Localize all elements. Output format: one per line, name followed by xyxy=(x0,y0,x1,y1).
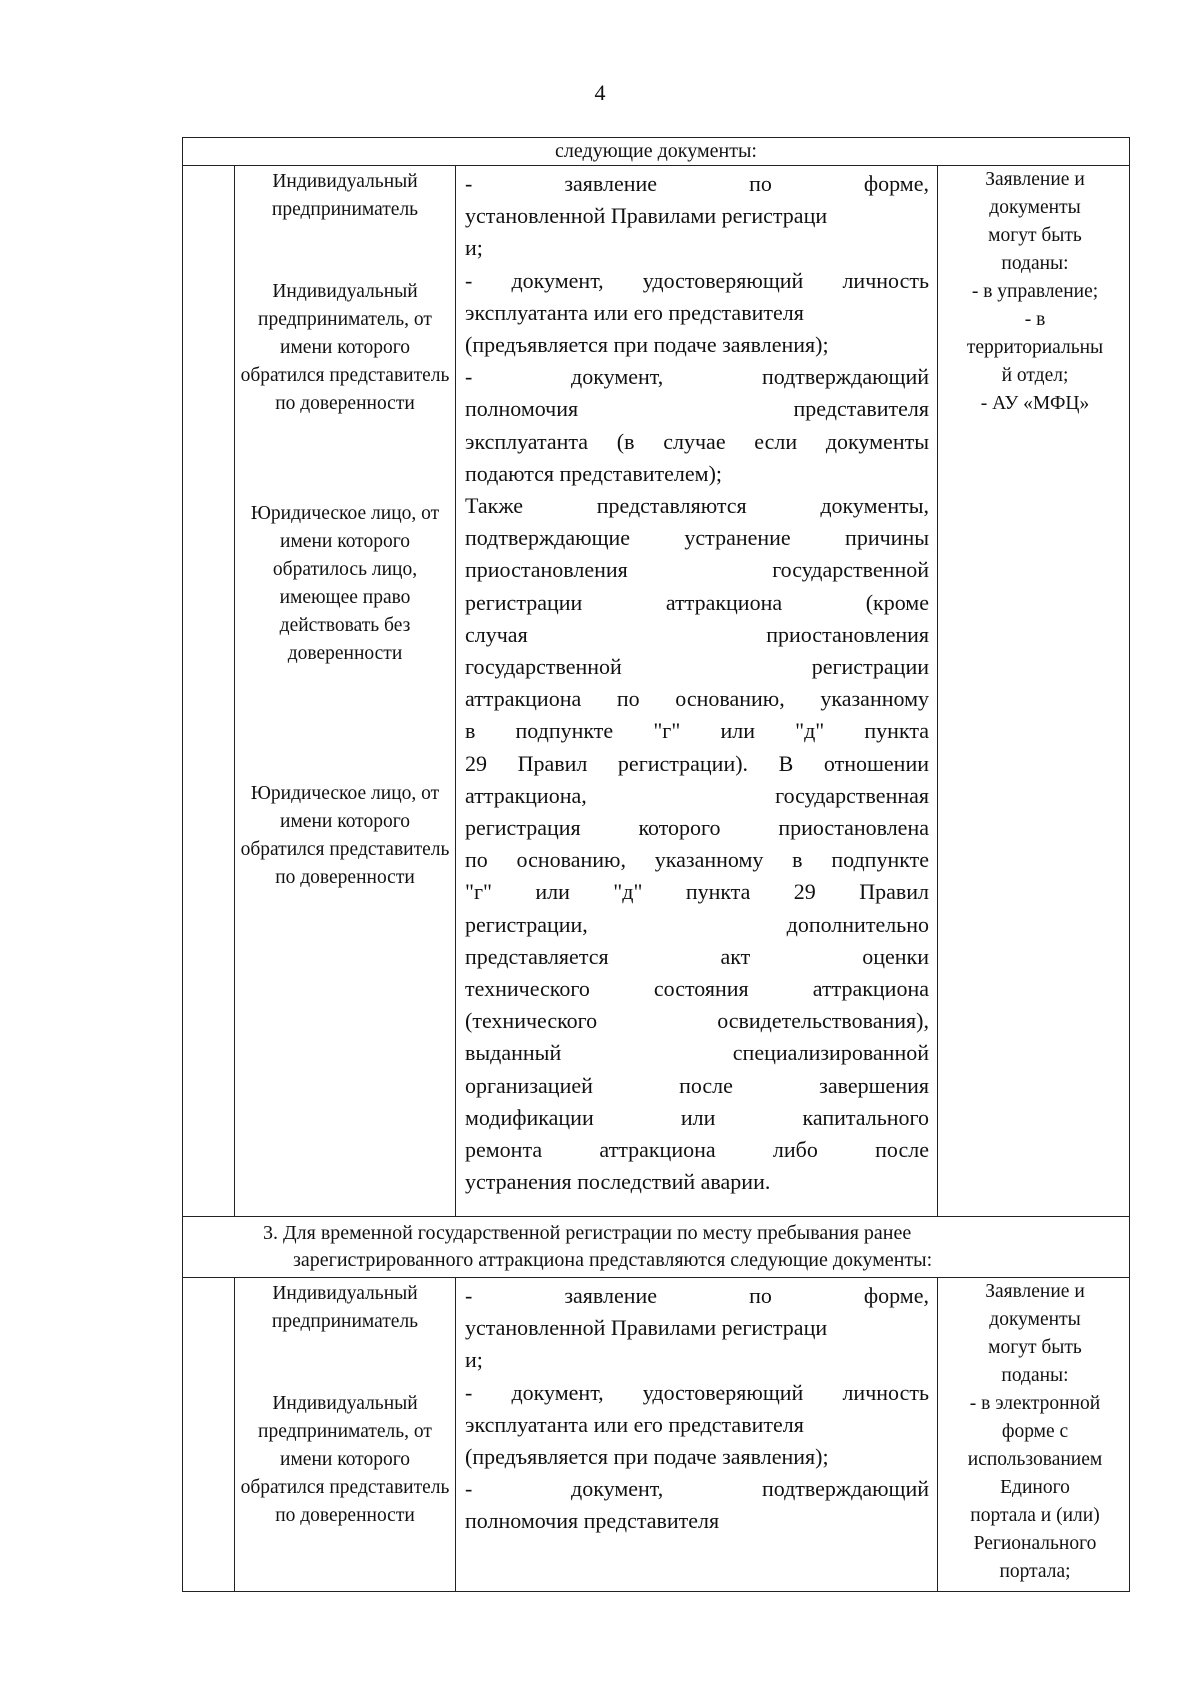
document-text-line: - документ, подтверждающий xyxy=(465,1476,929,1502)
table-header-row xyxy=(183,138,1129,166)
applicant-type: Индивидуальный предприниматель, от имени которого обратился представитель по доверенности xyxy=(240,1393,450,1526)
document-text-line: случая приостановления xyxy=(465,621,929,647)
document-text-line: - документ, подтверждающий xyxy=(465,364,929,390)
submission-place-line: Заявление и xyxy=(985,1281,1085,1302)
document-text-line: эксплуатанта (в случае если документы xyxy=(465,428,929,454)
column-divider xyxy=(455,1278,456,1591)
submission-place-line: портала и (или) xyxy=(970,1505,1100,1526)
page-number: 4 xyxy=(594,80,606,105)
documents-column xyxy=(465,168,929,1199)
submission-place-line: поданы: xyxy=(1001,1365,1069,1386)
document-text-line: "г" или "д" пункта 29 Правил xyxy=(465,879,929,905)
submission-place-column xyxy=(941,1278,1129,1586)
column-divider xyxy=(937,166,938,1216)
submission-place-line: - в xyxy=(1024,309,1046,330)
document-text-line: подтверждающие устранение причины xyxy=(465,525,929,551)
applicant-type: Индивидуальный предприниматель xyxy=(271,1283,419,1332)
document-text-line: приостановления государственной xyxy=(465,557,929,583)
submission-place-line: портала; xyxy=(999,1561,1071,1582)
document-text-line: и; xyxy=(465,235,483,261)
document-text-line: установленной Правилами регистраци xyxy=(465,1315,828,1341)
submission-place-line: могут быть xyxy=(988,225,1082,246)
submission-place-line: поданы: xyxy=(1001,253,1069,274)
submission-place-column xyxy=(941,166,1129,418)
table-row xyxy=(183,166,1129,1216)
submission-place-line: Заявление и xyxy=(985,169,1085,190)
document-text-line: эксплуатанта или его представителя xyxy=(465,1411,804,1437)
document-text-line: полномочия представителя xyxy=(465,396,929,422)
document-text-line: организацией после завершения xyxy=(465,1072,929,1098)
document-text-line: (предъявляется при подаче заявления); xyxy=(465,332,829,358)
submission-place-line: могут быть xyxy=(988,1337,1082,1358)
column-divider xyxy=(937,1278,938,1591)
document-text-line: - заявление по форме, xyxy=(465,1283,929,1308)
submission-place-line: использованием xyxy=(967,1449,1103,1470)
submission-place-line: й отдел; xyxy=(1001,365,1069,386)
submission-place-line: территориальны xyxy=(966,337,1104,358)
document-text-line: регистрации, дополнительно xyxy=(465,911,929,937)
document-text-line: по основанию, указанному в подпункте xyxy=(465,847,929,873)
submission-place-line: - АУ «МФЦ» xyxy=(980,393,1090,414)
table-row xyxy=(183,1278,1129,1591)
document-text-line: эксплуатанта или его представителя xyxy=(465,299,804,325)
document-text-line: государственной регистрации xyxy=(465,654,929,680)
document-text-line: (технического освидетельствования), xyxy=(465,1008,929,1034)
document-text-line: аттракциона, государственная xyxy=(465,782,929,808)
document-text-line: модификации или капитального xyxy=(465,1104,929,1130)
applicant-type: Юридическое лицо, от имени которого обратилось лицо, имеющее право действовать без доверенности xyxy=(250,503,440,664)
document-text-line: регистрации аттракциона (кроме xyxy=(465,589,929,615)
applicant-type: Юридическое лицо, от имени которого обратился представитель по доверенности xyxy=(240,783,450,888)
document-text-line: технического состояния аттракциона xyxy=(465,976,929,1002)
requirements-table xyxy=(182,137,1130,1592)
document-text-line: регистрация которого приостановлена xyxy=(465,815,929,841)
section-3-heading xyxy=(183,1216,1129,1278)
column-divider xyxy=(455,166,456,1216)
document-text-line: представляется акт оценки xyxy=(465,943,929,969)
document-text-line: - документ, удостоверяющий личность xyxy=(465,267,929,293)
applicant-type: Индивидуальный предприниматель, от имени которого обратился представитель по доверенности xyxy=(240,281,450,414)
document-text-line: - документ, удостоверяющий личность xyxy=(465,1379,929,1405)
documents-column xyxy=(465,1280,929,1538)
submission-place-line: - в управление; xyxy=(971,281,1099,302)
submission-place-line: Единого xyxy=(1000,1477,1070,1498)
submission-place-line: форме с xyxy=(1001,1421,1069,1442)
document-text-line: и; xyxy=(465,1347,483,1373)
document-text-line: - заявление по форме, xyxy=(465,171,929,196)
table-header-text: следующие документы: xyxy=(555,140,757,162)
document-text-line: Также представляются документы, xyxy=(465,493,929,519)
document-text-line: подаются представителем); xyxy=(465,460,723,486)
document-text-line: установленной Правилами регистраци xyxy=(465,203,828,229)
submission-place-line: документы xyxy=(989,197,1081,218)
submission-place-line: Регионального xyxy=(973,1533,1097,1554)
document-text-line: (предъявляется при подаче заявления); xyxy=(465,1444,829,1470)
document-text-line: ремонта аттракциона либо после xyxy=(465,1137,929,1163)
document-text-line: аттракциона по основанию, указанному xyxy=(465,686,929,712)
submission-place-line: - в электронной xyxy=(969,1393,1101,1414)
document-text-line: устранения последствий аварии. xyxy=(465,1169,771,1195)
document-text-line: выданный специализированной xyxy=(465,1040,929,1066)
document-text-line: 29 Правил регистрации). В отношении xyxy=(465,750,929,776)
section-3-heading-line: 3. Для временной государственной регистрации по месту пребывания ранее xyxy=(263,1222,912,1244)
column-divider xyxy=(234,166,235,1216)
submission-place-line: документы xyxy=(989,1309,1081,1330)
document-text-line: полномочия представителя xyxy=(465,1508,720,1534)
document-text-line: в подпункте "г" или "д" пункта xyxy=(465,718,929,744)
applicant-type: Индивидуальный предприниматель xyxy=(271,171,419,220)
column-divider xyxy=(234,1278,235,1591)
section-3-heading-line: зарегистрированного аттракциона представляются следующие документы: xyxy=(293,1249,933,1271)
